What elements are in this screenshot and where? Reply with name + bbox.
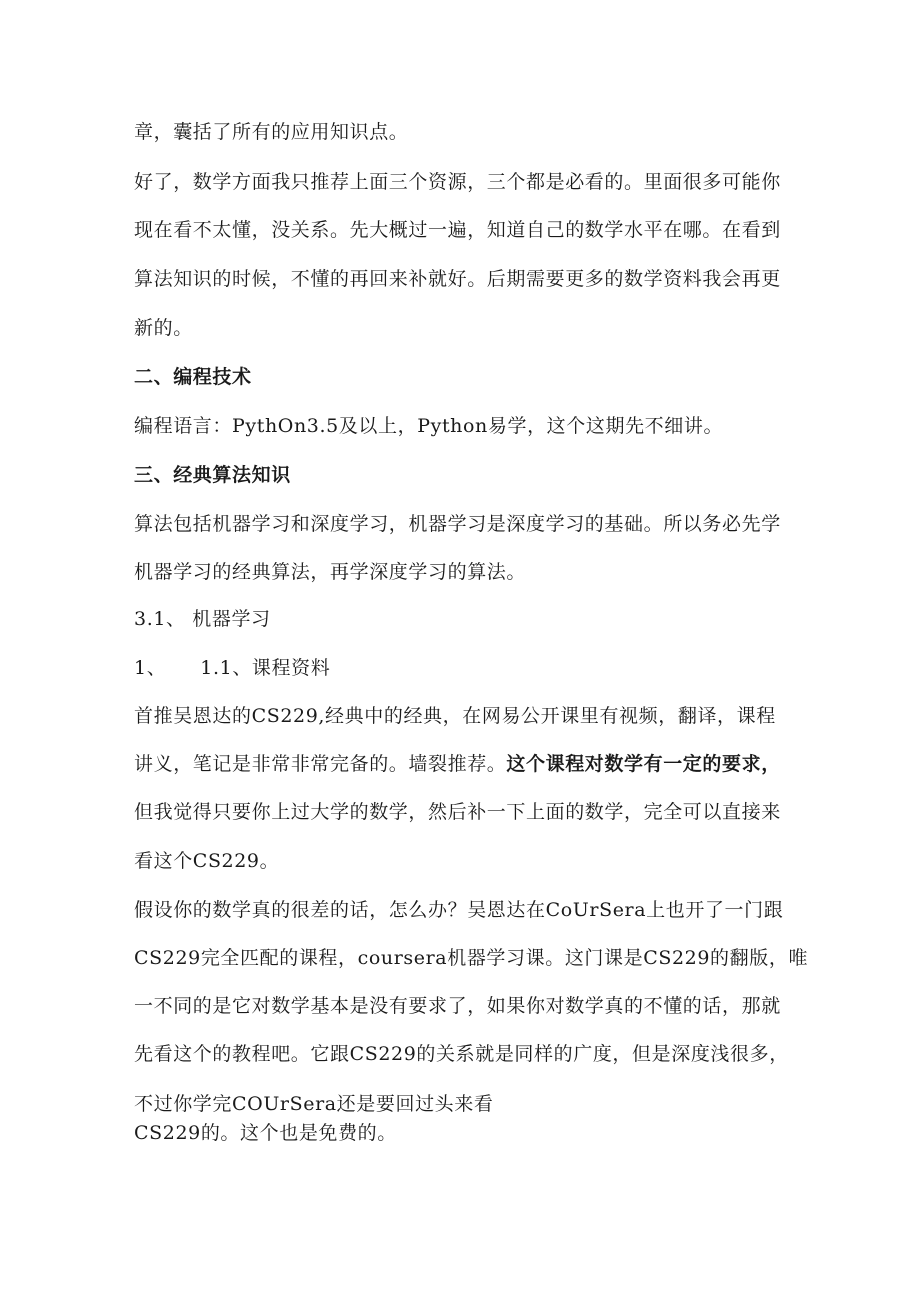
paragraph-line: 现在看不太懂，没关系。先大概过一遍，知道自己的数学水平在哪。在看到	[134, 219, 781, 241]
plain-text: 讲义，笔记是非常非常完备的。墙裂推荐。	[134, 753, 507, 775]
paragraph-line: 算法知识的时候，不懂的再回来补就好。后期需要更多的数学资料我会再更	[134, 268, 781, 290]
bold-text: 这个课程对数学有一定的要求，	[506, 753, 781, 775]
subsection-heading-ml: 3.1、 机器学习	[134, 608, 271, 630]
subsection-heading-course	[134, 655, 794, 681]
list-number: 1、	[134, 657, 167, 679]
paragraph-line: 编程语言：PythOn3.5及以上，Python易学，这个这期先不细讲。	[134, 415, 724, 437]
paragraph-line: 看这个CS229。	[134, 850, 280, 872]
paragraph-line: 一不同的是它对数学基本是没有要求了，如果你对数学真的不懂的话，那就	[134, 995, 781, 1017]
section-heading-programming: 二、编程技术	[134, 366, 252, 388]
paragraph-line: 但我觉得只要你上过大学的数学，然后补一下上面的数学，完全可以直接来	[134, 801, 781, 823]
paragraph-line: 先看这个的教程吧。它跟CS229的关系就是同样的广度，但是深度浅很多，	[134, 1043, 789, 1065]
paragraph-line: 首推吴恩达的CS229,经典中的经典，在网易公开课里有视频，翻译，课程	[134, 705, 776, 727]
section-heading-algorithms: 三、经典算法知识	[134, 464, 291, 486]
paragraph-line	[134, 751, 794, 777]
paragraph-line: 章，囊括了所有的应用知识点。	[134, 121, 409, 143]
paragraph-line: CS229的。这个也是免费的。	[134, 1122, 397, 1144]
paragraph-line: 不过你学完COUrSera还是要回过头来看	[134, 1093, 494, 1115]
paragraph-line: CS229完全匹配的课程，coursera机器学习课。这门课是CS229的翻版，唯	[134, 947, 809, 969]
subsection-title: 1.1、课程资料	[200, 657, 331, 679]
paragraph-line: 算法包括机器学习和深度学习，机器学习是深度学习的基础。所以务必先学	[134, 513, 781, 535]
paragraph-line: 好了，数学方面我只推荐上面三个资源，三个都是必看的。里面很多可能你	[134, 171, 781, 193]
paragraph-line: 机器学习的经典算法，再学深度学习的算法。	[134, 561, 527, 583]
paragraph-line: 假设你的数学真的很差的话，怎么办？吴恩达在CoUrSera上也开了一门跟	[134, 899, 784, 921]
paragraph-line: 新的。	[134, 317, 193, 339]
